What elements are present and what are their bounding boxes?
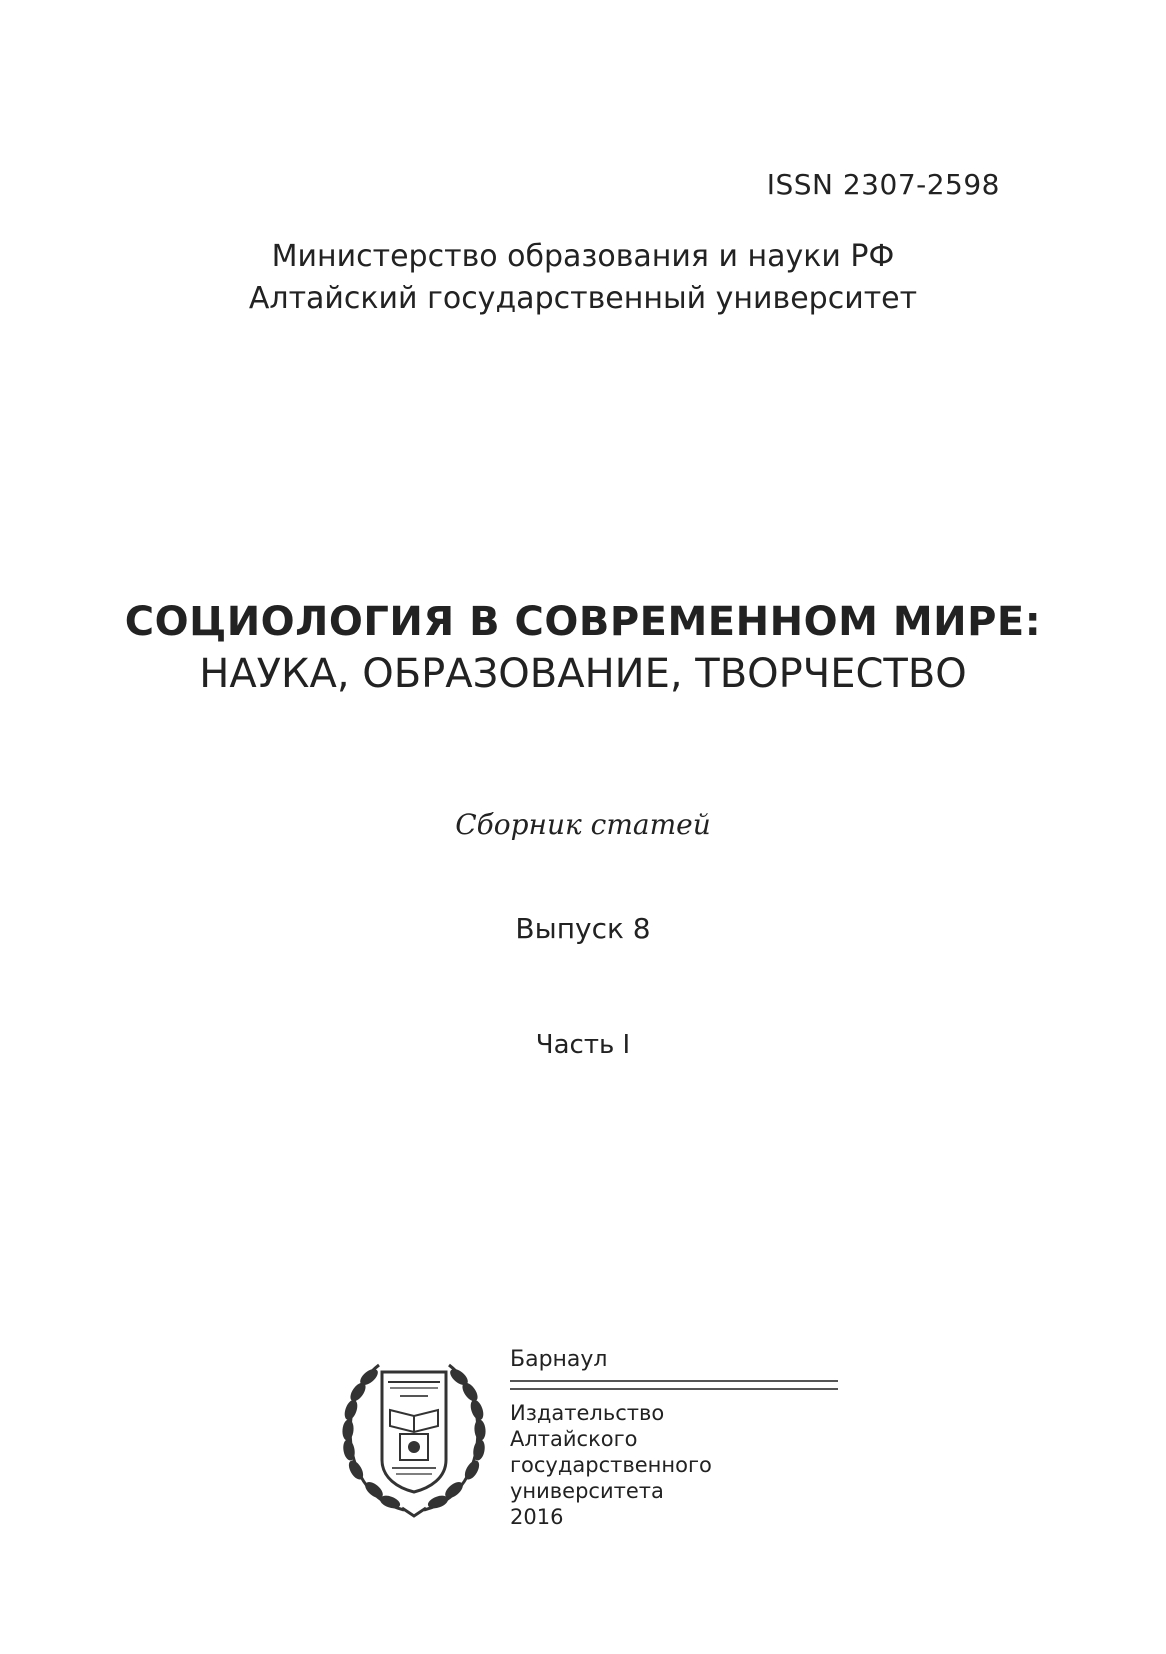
publisher-block bbox=[510, 1346, 840, 1530]
publisher-line: Алтайского государственного bbox=[510, 1427, 712, 1477]
university-seal-icon bbox=[334, 1350, 494, 1520]
title-main: СОЦИОЛОГИЯ В СОВРЕМЕННОМ МИРЕ: bbox=[124, 599, 1042, 645]
publisher-line: университета bbox=[510, 1479, 664, 1503]
title-subtitle: НАУКА, ОБРАЗОВАНИЕ, ТВОРЧЕСТВО bbox=[199, 651, 967, 697]
university-name: Алтайский государственный университет bbox=[248, 281, 918, 316]
publisher-city: Барнаул bbox=[510, 1347, 608, 1372]
collection-type: Сборник статей bbox=[455, 808, 711, 841]
ministry-name: Министерство образования и науки РФ bbox=[271, 239, 895, 274]
part-number: Часть I bbox=[535, 1030, 631, 1060]
book-title bbox=[0, 596, 1166, 700]
issn-number: ISSN 2307-2598 bbox=[766, 168, 1000, 201]
institution-header bbox=[0, 236, 1166, 320]
issue-number: Выпуск 8 bbox=[515, 912, 651, 945]
double-rule-divider bbox=[510, 1380, 838, 1390]
publication-year: 2016 bbox=[510, 1505, 564, 1529]
publisher-line: Издательство bbox=[510, 1401, 665, 1425]
